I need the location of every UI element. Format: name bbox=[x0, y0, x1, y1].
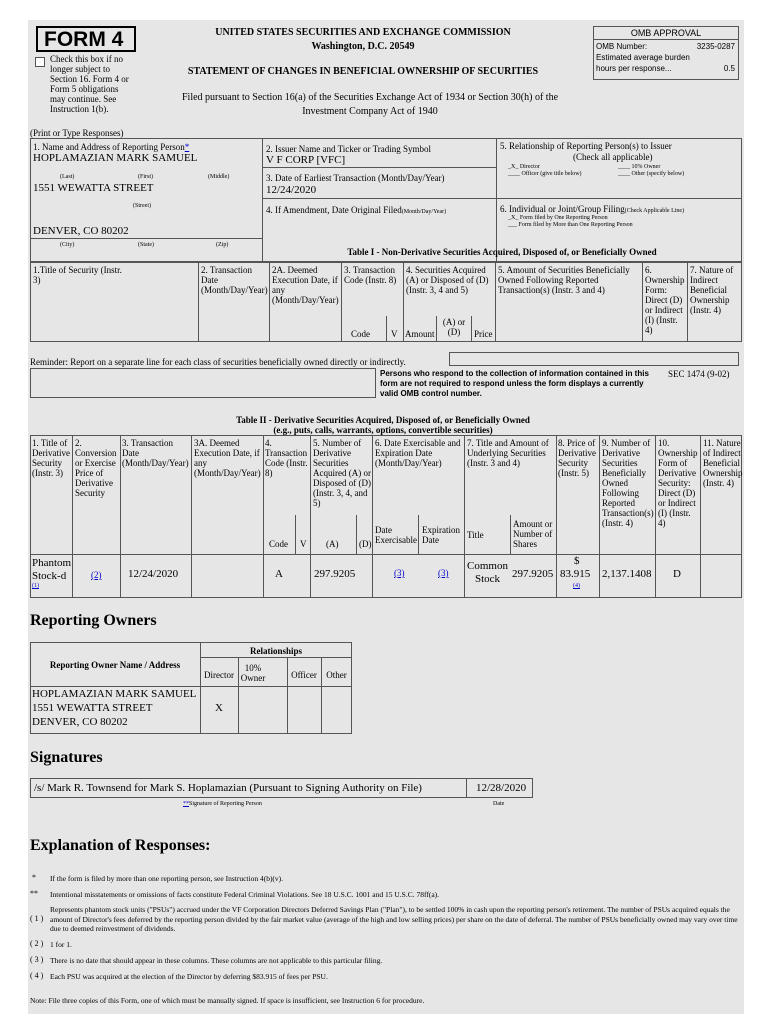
t2-col9: 9. Number of Derivative Securities Beneficially Owned Following Reported Transaction(s) (Instr. 4) bbox=[602, 438, 654, 528]
t1-v: V bbox=[391, 329, 398, 339]
table2-title1: Table II - Derivative Securities Acquired, Disposed of, or Beneficially Owned bbox=[236, 415, 530, 425]
owner-line3: DENVER, CO 80202 bbox=[32, 716, 128, 728]
t2-col6: 6. Date Exercisable and Expiration Date (Month/Day/Year) bbox=[375, 438, 461, 468]
one-person-option[interactable]: _X_ Form filed by One Reporting Person bbox=[508, 215, 608, 221]
expl-mark-4: ( 3 ) bbox=[30, 955, 44, 964]
omb-number-label: OMB Number: bbox=[596, 42, 648, 51]
omb-approval-box bbox=[593, 26, 739, 80]
t2-exp: Expiration Date bbox=[422, 525, 460, 545]
expl-text-0: If the form is filed by more than one reporting person, see Instruction 4(b)(v). bbox=[50, 874, 284, 883]
owner-other-header: Other bbox=[326, 670, 347, 680]
owner-ten-pct-header: 10% Owner bbox=[240, 663, 266, 683]
expl-text-4: There is no date that should appear in these columns. These columns are not applicable to this particular filing. bbox=[50, 956, 383, 965]
t2-col5: 5. Number of Derivative Securities Acquired (A) or Disposed of (D) (Instr. 3, 4, and 5) bbox=[313, 438, 371, 508]
t1-col2a: 2A. Deemed Execution Date, if any (Month/Day/Year) bbox=[272, 265, 339, 305]
t1-col7: 7. Nature of Indirect Beneficial Ownership (Instr. 4) bbox=[690, 265, 734, 315]
t2-a: (A) bbox=[326, 539, 339, 549]
signature-date-value: 12/28/2020 bbox=[476, 782, 527, 794]
t2-date-ex: Date Exercisable bbox=[375, 525, 417, 545]
checkbox-label: Check this box if no longer subject to Section 16. Form 4 or Form 5 obligations may continue. See Instruction 1(b). bbox=[50, 54, 129, 114]
expl-text-2: Represents phantom stock units ("PSUs") accrued under the VF Corporation Directors Deferred Savings Plan ("Plan"), to be settled 100% in cash upon the reporting person's retirement. The number of PSUs acquired equals the amount of Director's fees deferred by the reporting person divided by the fair market value (average of the high and low selling prices) per share on the date of deferral. The number of PSUs beneficially owned may vary over time due to deemed reinvestment of dividends. bbox=[50, 905, 738, 933]
t1-price: Price bbox=[474, 329, 493, 339]
t2-col10: 10. Ownership Form of Derivative Security: Direct (D) or Indirect (I) (Instr. 4) bbox=[658, 438, 698, 528]
t2-row-price-fn[interactable]: (4) bbox=[573, 583, 580, 589]
signature-value: /s/ Mark R. Townsend for Mark S. Hoplamazian (Pursuant to Signing Authority on File) bbox=[34, 782, 422, 794]
agency-line1: UNITED STATES SECURITIES AND EXCHANGE COMMISSION bbox=[215, 27, 511, 38]
owner-director-header: Director bbox=[204, 670, 234, 680]
persons-respond-text: Persons who respond to the collection of information contained in this form are not required to respond unless the form displays a currently valid OMB control number. bbox=[380, 369, 649, 398]
middle-label: (Middle) bbox=[208, 174, 230, 180]
zip-label: (Zip) bbox=[216, 242, 229, 248]
t2-row-under-title: Common Stock bbox=[467, 560, 508, 585]
t2-row-security-fn[interactable]: (1) bbox=[32, 583, 39, 589]
owner-line2: 1551 WEWATTA STREET bbox=[32, 702, 153, 714]
t1-col4: 4. Securities Acquired (A) or Disposed of (D) (Instr. 3, 4 and 5) bbox=[406, 265, 489, 295]
date-label: Date bbox=[493, 801, 505, 807]
last-label: (Last) bbox=[60, 174, 75, 180]
issuer-label: 2. Issuer Name and Ticker or Trading Symbol bbox=[266, 144, 431, 154]
t2-row-under-amt: 297.9205 bbox=[512, 568, 554, 580]
relationship-sub: (Check all applicable) bbox=[573, 152, 653, 162]
owner-officer-header: Officer bbox=[291, 670, 317, 680]
t2-row-owned: 2,137.1408 bbox=[602, 568, 652, 580]
director-checkbox[interactable]: _X_ Director bbox=[508, 164, 540, 170]
expl-mark-1: ** bbox=[30, 889, 38, 898]
filing-label: 6. Individual or Joint/Group Filing(Check Applicable Line) bbox=[500, 204, 685, 214]
relationships-header: Relationships bbox=[249, 646, 302, 656]
reminder-box bbox=[449, 352, 739, 366]
table1-title: Table I - Non-Derivative Securities Acquired, Disposed of, or Beneficially Owned bbox=[347, 247, 657, 257]
t2-col7: 7. Title and Amount of Underlying Securities (Instr. 3 and 4) bbox=[467, 438, 549, 468]
signatures-heading: Signatures bbox=[30, 749, 103, 766]
t2-row-price: 83.915 bbox=[560, 568, 591, 580]
form-page bbox=[28, 20, 744, 1014]
issuer-value: V F CORP [VFC] bbox=[266, 154, 346, 166]
t2-row-security: Phantom Stock-d bbox=[32, 557, 72, 582]
reporting-person-name: HOPLAMAZIAN MARK SAMUEL bbox=[33, 152, 198, 164]
t2-title: Title bbox=[467, 530, 484, 540]
expl-mark-2: ( 1 ) bbox=[30, 914, 44, 923]
form-title-box bbox=[36, 26, 136, 52]
t1-col2: 2. Transaction Date (Month/Day/Year) bbox=[201, 265, 268, 295]
officer-checkbox[interactable]: ____ Officer (give title below) bbox=[508, 171, 582, 177]
street-value: 1551 WEWATTA STREET bbox=[33, 182, 154, 194]
sec-number: SEC 1474 (9-02) bbox=[668, 369, 730, 379]
signature-label: **Signature of Reporting Person bbox=[183, 801, 262, 807]
t1-col3: 3. Transaction Code (Instr. 8) bbox=[344, 265, 397, 285]
t2-code: Code bbox=[269, 539, 288, 549]
owner-name-addr-header: Reporting Owner Name / Address bbox=[49, 660, 181, 670]
filed-line2: Investment Company Act of 1940 bbox=[302, 106, 438, 117]
t2-row-date-ex-fn[interactable]: (3) bbox=[394, 568, 405, 578]
ten-pct-checkbox[interactable]: ____ 10% Owner bbox=[618, 164, 661, 170]
relationship-label: 5. Relationship of Reporting Person(s) to Issuer bbox=[500, 141, 672, 151]
t1-code: Code bbox=[351, 329, 370, 339]
t2-row-code: A bbox=[275, 568, 283, 580]
first-label: (First) bbox=[138, 174, 153, 180]
t2-row-price-dollar: $ bbox=[574, 555, 580, 567]
explanation-note: Note: File three copies of this Form, one of which must be manually signed. If space is insufficient, see Instruction 6 for procedure. bbox=[30, 996, 425, 1005]
earliest-date-label: 3. Date of Earliest Transaction (Month/Day/Year) bbox=[266, 173, 445, 183]
signature-footnote-link[interactable]: ** bbox=[183, 801, 189, 807]
t2-d: (D) bbox=[359, 539, 372, 549]
earliest-date-value: 12/24/2020 bbox=[266, 184, 317, 196]
t1-col5: 5. Amount of Securities Beneficially Owned Following Reported Transaction(s) (Instr. 3 and 4) bbox=[498, 265, 630, 295]
name-footnote-link[interactable]: * bbox=[184, 142, 190, 152]
table2-title2: (e.g., puts, calls, warrants, options, convertible securities) bbox=[273, 425, 493, 435]
form-title: FORM 4 bbox=[44, 28, 124, 51]
t2-col1: 1. Title of Derivative Security (Instr. 3) bbox=[32, 438, 70, 478]
reminder-left-box bbox=[30, 368, 376, 398]
t1-aord: (A) or (D) bbox=[442, 317, 466, 337]
omb-title: OMB APPROVAL bbox=[630, 28, 702, 38]
t2-row-acquired: 297.9205 bbox=[314, 568, 356, 580]
owner-line1: HOPLAMAZIAN MARK SAMUEL bbox=[32, 688, 197, 700]
owner-director-mark: X bbox=[215, 702, 223, 714]
t2-col2: 2. Conversion or Exercise Price of Derivative Security bbox=[75, 438, 117, 498]
omb-hours: 0.5 bbox=[723, 64, 735, 73]
reporting-owners-heading: Reporting Owners bbox=[30, 612, 157, 629]
t2-col11: 11. Nature of Indirect Beneficial Ownership (Instr. 4) bbox=[703, 438, 743, 488]
t2-amt-shares: Amount or Number of Shares bbox=[513, 519, 553, 549]
t1-amount: Amount bbox=[405, 329, 435, 339]
t2-row-conv-fn[interactable]: (2) bbox=[91, 570, 102, 580]
expl-text-3: 1 for 1. bbox=[50, 940, 72, 949]
t2-v: V bbox=[300, 539, 307, 549]
street-label: (Street) bbox=[133, 203, 151, 209]
omb-burden1: Estimated average burden bbox=[596, 53, 690, 62]
name-label: 1. Name and Address of Reporting Person* bbox=[33, 142, 190, 152]
t1-col1: 1.Title of Security (Instr. 3) bbox=[33, 265, 122, 285]
state-label: (State) bbox=[138, 242, 154, 248]
t1-col6: 6. Ownership Form: Direct (D) or Indirect (I) (Instr. 4) bbox=[645, 265, 685, 335]
omb-number: 3235-0287 bbox=[696, 42, 735, 51]
explanation-heading: Explanation of Responses: bbox=[30, 837, 211, 854]
filed-line1: Filed pursuant to Section 16(a) of the Securities Exchange Act of 1934 or Section 30(h) of the bbox=[181, 92, 559, 103]
t2-row-form: D bbox=[673, 568, 681, 580]
t2-row-exp-fn[interactable]: (3) bbox=[438, 568, 449, 578]
agency-line2: Washington, D.C. 20549 bbox=[311, 41, 415, 52]
more-person-option[interactable]: ___ Form filed by More than One Reporting Person bbox=[508, 222, 633, 228]
t2-col3: 3. Transaction Date (Month/Day/Year) bbox=[122, 438, 189, 468]
t2-col4: 4. Transaction Code (Instr. 8) bbox=[265, 438, 308, 478]
no-longer-subject-checkbox[interactable] bbox=[35, 57, 45, 67]
t2-row-date: 12/24/2020 bbox=[128, 568, 179, 580]
t2-col3a: 3A. Deemed Execution Date, if any (Month/Day/Year) bbox=[194, 438, 261, 478]
city-value: DENVER, CO 80202 bbox=[33, 225, 129, 237]
amendment-label: 4. If Amendment, Date Original Filed(Month/Day/Year) bbox=[266, 205, 447, 215]
expl-text-1: Intentional misstatements or omissions of facts constitute Federal Criminal Violations. See 18 U.S.C. 1001 and 15 U.S.C. 78ff(a). bbox=[50, 890, 440, 899]
reminder-text: Reminder: Report on a separate line for each class of securities beneficially owned directly or indirectly. bbox=[30, 357, 406, 367]
expl-text-5: Each PSU was acquired at the election of the Director by deferring $83.915 of fees per PSU. bbox=[50, 972, 328, 981]
expl-mark-3: ( 2 ) bbox=[30, 939, 44, 948]
expl-mark-5: ( 4 ) bbox=[30, 971, 44, 980]
other-checkbox[interactable]: ____ Other (specify below) bbox=[618, 171, 685, 177]
print-type-note: (Print or Type Responses) bbox=[30, 128, 124, 138]
statement-title: STATEMENT OF CHANGES IN BENEFICIAL OWNERSHIP OF SECURITIES bbox=[187, 66, 539, 77]
city-label: (City) bbox=[60, 242, 75, 248]
expl-mark-0: * bbox=[32, 873, 36, 882]
omb-burden2: hours per response... bbox=[596, 64, 672, 73]
t2-col8: 8. Price of Derivative Security (Instr. 5) bbox=[558, 438, 596, 478]
